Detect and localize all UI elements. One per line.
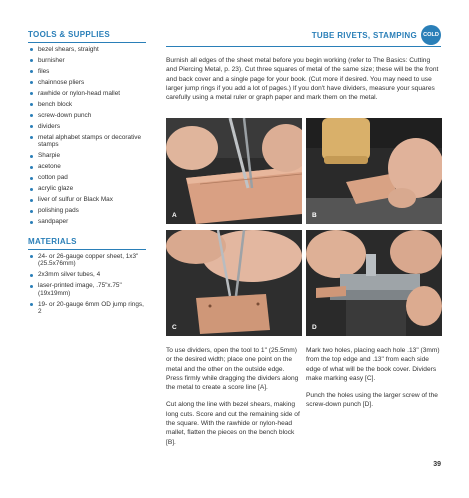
header-rule [166, 46, 441, 47]
photo-d [306, 230, 442, 336]
column-left-paragraph: Cut along the line with bezel shears, making long cuts. Score and cut the remaining side of the square. With the rawhide or nylon-head mallet, flatten the pieces on the bench block [B]. [166, 401, 300, 446]
materials-heading: MATERIALS [28, 237, 77, 246]
page-number: 39 [433, 461, 441, 468]
material-item: laser-printed image, .75"x.75" (19x19mm) [28, 282, 146, 297]
column-left-paragraph: To use dividers, open the tool to 1" (25.5mm) or the desired width; place one point on the metal and the other on the outside edge. Press firmly while dragging the dividers along the metal to create a score line [A]. [166, 347, 299, 392]
tool-item: acetone [28, 163, 146, 170]
photo-c [166, 230, 302, 336]
column-right [306, 346, 442, 418]
photo-b-label: B [312, 212, 317, 219]
tools-rule [28, 42, 146, 43]
intro-paragraph: Burnish all edges of the sheet metal before you begin working (refer to The Basics: Cutting and Piercing Metal, p. 23). Cut three squares of metal of the same size; these will be the front and back cover and a single page for your book. (Cut more if desired. You may need to use larger jump rings if you add a lot of pages.) If you don't have dividers, measure your squares carefully using a metal ruler or graph paper and mark them on the metal. [166, 57, 439, 102]
materials-rule [28, 249, 146, 250]
tools-heading: TOOLS & SUPPLIES [28, 30, 110, 39]
tool-item: bezel shears, straight [28, 46, 146, 53]
cold-badge: COLD [421, 25, 441, 45]
photo-b-image [306, 118, 442, 224]
material-item: 2x3mm silver tubes, 4 [28, 271, 146, 278]
tool-item: sandpaper [28, 218, 146, 225]
tool-item: cotton pad [28, 174, 146, 181]
column-left [166, 346, 302, 455]
column-right-paragraph: Mark two holes, placing each hole .13" (3mm) from the top edge and .13" from each side edge of what will be the book cover. Dividers make marking easy [C]. [306, 347, 440, 382]
tools-sidebar [28, 30, 146, 229]
tool-item: liver of sulfur or Black Max [28, 196, 146, 203]
section-title: TUBE RIVETS, STAMPING [311, 30, 417, 40]
photo-c-image [166, 230, 302, 336]
tool-item: Sharpie [28, 152, 146, 159]
tool-item: files [28, 68, 146, 75]
materials-list [28, 253, 146, 316]
photo-c-label: C [172, 324, 177, 331]
photo-d-image [306, 230, 442, 336]
materials-section [28, 237, 146, 319]
tool-item: screw-down punch [28, 112, 146, 119]
photo-a-image [166, 118, 302, 224]
photo-a-label: A [172, 212, 177, 219]
photo-b [306, 118, 442, 224]
page-header [312, 24, 441, 46]
material-item: 24- or 26-gauge copper sheet, 1x3" (25.5x76mm) [28, 253, 146, 268]
photo-a [166, 118, 302, 224]
tools-list [28, 46, 146, 226]
tool-item: bench block [28, 101, 146, 108]
material-item: 19- or 20-gauge 6mm OD jump rings, 2 [28, 301, 146, 316]
tool-item: polishing pads [28, 207, 146, 214]
tool-item: burnisher [28, 57, 146, 64]
tool-item: chainnose pliers [28, 79, 146, 86]
tool-item: rawhide or nylon-head mallet [28, 90, 146, 97]
column-right-paragraph: Punch the holes using the larger screw of the screw-down punch [D]. [306, 392, 438, 409]
photo-d-label: D [312, 324, 317, 331]
tool-item: dividers [28, 123, 146, 130]
tool-item: metal alphabet stamps or decorative stamps [28, 134, 146, 149]
tool-item: acrylic glaze [28, 185, 146, 192]
